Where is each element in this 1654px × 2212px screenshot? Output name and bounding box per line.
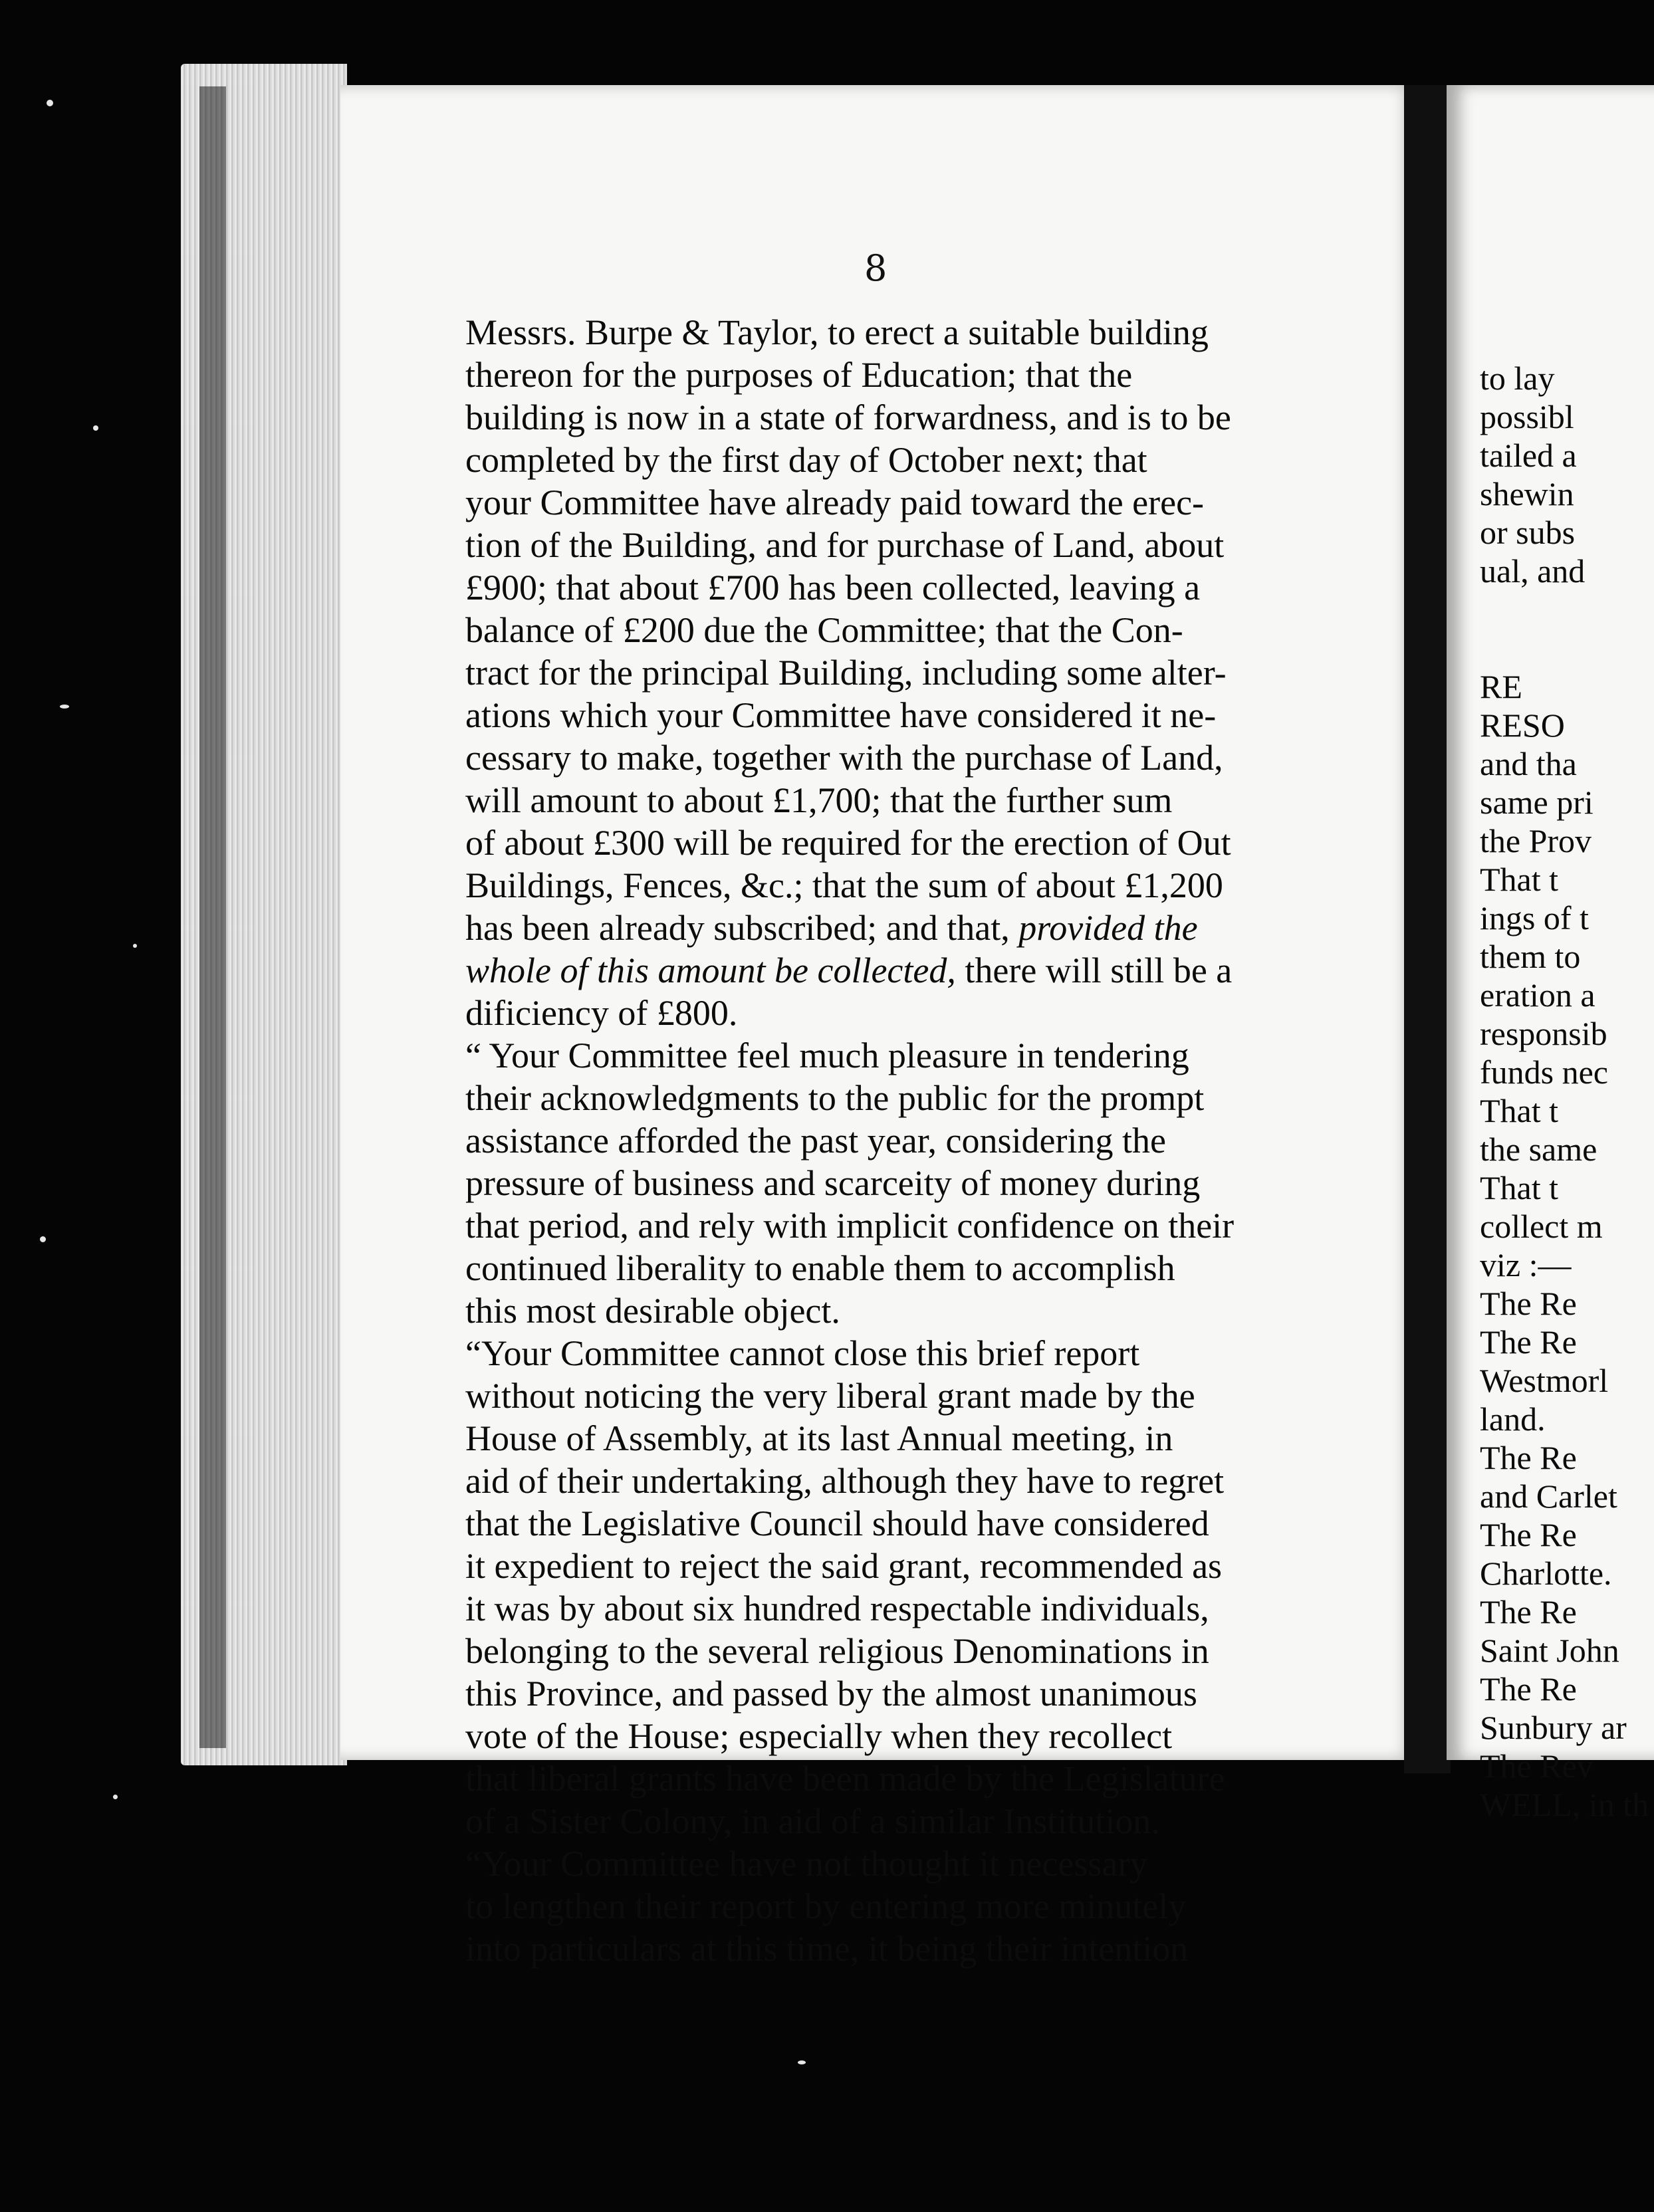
right-page-line: collect m [1480,1208,1603,1245]
dust-speck [47,100,53,106]
right-page-line: ual, and [1480,552,1586,590]
right-page-line: Saint John [1480,1632,1619,1669]
right-page-line: That t [1480,861,1559,898]
right-page-line: and tha [1480,745,1577,782]
right-page-line: RE [1480,668,1522,705]
right-page-line: The Re [1480,1323,1577,1361]
right-page-line [1480,590,1654,629]
right-page-line: eration a [1480,976,1595,1014]
right-page-line: shewin [1480,475,1574,512]
book-gutter [1404,85,1451,1773]
right-page-line: The Re [1480,1285,1577,1322]
right-page-line: the Prov [1480,822,1592,859]
right-page-line: Charlotte. [1480,1555,1612,1592]
right-page-line: RESO [1480,707,1565,744]
right-page-line: land. [1480,1400,1546,1438]
dust-speck [93,425,98,431]
right-page-line: The Re [1480,1439,1577,1476]
dust-speck [60,705,69,709]
right-page-line: tailed a [1480,437,1577,474]
right-page-line: funds nec [1480,1053,1608,1091]
right-page-line: and Carlet [1480,1478,1617,1515]
right-page-line: Westmorl [1480,1362,1609,1399]
right-page-line: The Re [1480,1670,1577,1708]
page-number: 8 [864,247,887,289]
right-page-line: viz :— [1480,1246,1572,1283]
paragraph-4: “Your Committee have not thought it necessary to lengthen their report by entering more minutely into particulars at this time, it being their intention [465,1844,1189,1969]
right-page-line: them to [1480,938,1581,975]
right-page-line: possibl [1480,398,1574,435]
right-page-line: The Rev [1480,1747,1594,1785]
dust-speck [133,944,137,948]
dust-speck [40,1236,46,1242]
paragraph-1 [465,311,1330,1034]
dust-speck [798,2060,806,2064]
right-page-line: the same [1480,1131,1597,1168]
paragraph-1-text: Messrs. Burpe & Taylor, to erect a suitable building thereon for the purposes of Education; that the building is now in a state of forwardness, and is to be completed by the first day of October next; that your Committee have already paid toward the erec- tion of the Building, and for purchase of Land, about £900; that about £700 has been collected, leaving a balance of £200 due the Committee; that the Con- tract for the principal Building, including some alter- ations which your Committee have considered it ne- cessary to make, together with the purchase of Land, will amount to about £1,700; that the further sum of about £300 will be required for the erection of Out Buildings, Fences, &c.; that the sum of about £1,200 has been already subscribed; and that, [465,312,1231,948]
left-page-text [465,311,1330,1970]
page-edges-shadow [199,86,226,1748]
right-page-line: Sunbury ar [1480,1709,1627,1746]
right-page-line: responsib [1480,1015,1607,1052]
right-page-line: That t [1480,1169,1559,1206]
right-page-text [1480,359,1654,1824]
right-page-line: same pri [1480,784,1594,821]
dust-speck [113,1795,118,1799]
right-page-line: to lay [1480,360,1555,397]
right-page-line: or subs [1480,514,1576,551]
right-page-line [1480,629,1654,667]
italic-phrase: provided the whole of this amount be collected, [465,908,1198,990]
right-page-line: WELL, in th [1480,1786,1649,1823]
right-page-line: The Re [1480,1516,1577,1553]
right-page-line: ings of t [1480,899,1589,937]
right-page-line: That t [1480,1092,1559,1129]
paragraph-1-tail: there will still be a dificiency of £800. [465,950,1233,1033]
right-page-line: The Re [1480,1593,1577,1630]
paragraph-2: “ Your Committee feel much pleasure in tendering their acknowledgments to the public for the prompt assistance afforded the past year, considering the pressure of business and scarceity of money during that period, and rely with implicit confidence on their continued liberality to enable them to accomplish this most desirable object. [465,1036,1235,1331]
paragraph-3: “Your Committee cannot close this brief report without noticing the very liberal grant made by the House of Assembly, at its last Annual meeting, in aid of their undertaking, although they have to regret that the Legislative Council should have considered it expedient to reject the said grant, recommended as it was by about six hundred respectable individuals, belonging to the several religious Denominations in this Province, and passed by the almost unanimous vote of the House; especially when they recollect that liberal grants have been made by the Legislature of a Sister Colony, in aid of a similar Institution. [465,1333,1225,1841]
